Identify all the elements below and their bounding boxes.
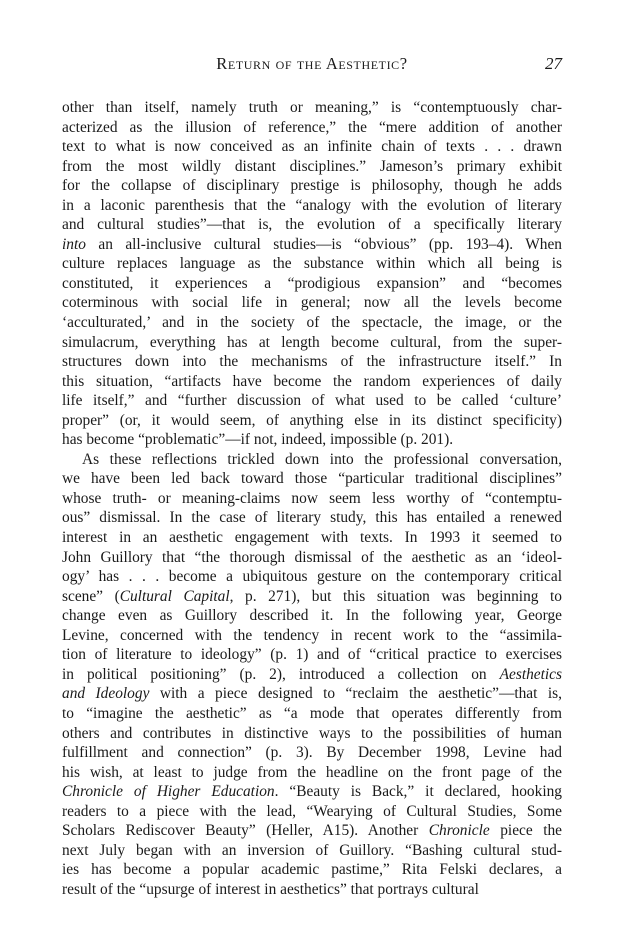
body-text: [62, 98, 562, 899]
text-line: [62, 860, 562, 880]
text-run: coterminous with social life in general; now all the levels become: [62, 294, 562, 312]
text-line: [62, 567, 562, 587]
text-run: from the most wildly distant disciplines.” Jameson’s primary exhibit: [62, 157, 562, 175]
text-line: [62, 430, 562, 450]
page-number: 27: [545, 54, 562, 73]
text-run: Scholars Rediscover Beauty” (Heller, A15). Another: [62, 822, 429, 840]
text-line: [62, 235, 562, 255]
text-run: result of the “upsurge of interest in aesthetics” that portrays cultural: [62, 880, 479, 898]
text-run: , p. 271), but this situation was beginning to: [229, 587, 562, 605]
text-run: ogy’ has . . . become a ubiquitous gesture on the contemporary critical: [62, 568, 562, 586]
text-run: John Guillory that “the thorough dismissal of the aesthetic as an ‘ideol-: [62, 548, 562, 566]
text-run: readers to a piece with the lead, “Wearying of Cultural Studies, Some: [62, 802, 562, 820]
text-line: [62, 802, 562, 822]
text-run: text to what is now conceived as an infinite chain of texts . . . drawn: [62, 138, 562, 156]
text-line: [62, 704, 562, 724]
text-line: [62, 450, 562, 470]
text-run: proper” (or, it would seem, of anything else in its distinct specificity): [62, 411, 562, 429]
italic-text: Aesthetics: [499, 665, 562, 683]
text-run: whose truth- or meaning-claims now seem less worthy of “contemptu-: [62, 489, 562, 507]
text-run: next July began with an inversion of Guillory. “Bashing cultural stud-: [62, 841, 562, 859]
text-line: [62, 391, 562, 411]
text-line: [62, 587, 562, 607]
text-line: [62, 821, 562, 841]
text-run: simulacrum, everything has at length become cultural, from the super-: [62, 333, 562, 351]
text-line: [62, 118, 562, 138]
text-line: [62, 176, 562, 196]
text-line: [62, 743, 562, 763]
text-line: [62, 528, 562, 548]
text-run: . “Beauty is Back,” it declared, hooking: [274, 783, 562, 801]
italic-text: and Ideology: [62, 685, 150, 703]
text-run: his wish, at least to judge from the headline on the front page of the: [62, 763, 562, 781]
text-run: constituted, it experiences a “prodigious expansion” and “becomes: [62, 274, 562, 292]
italic-text: Chronicle: [428, 822, 490, 840]
text-run: structures down into the mechanisms of the infrastructure itself.” In: [62, 353, 562, 371]
text-run: interest in an aesthetic engagement with texts. In 1993 it seemed to: [62, 529, 562, 547]
text-line: [62, 763, 562, 783]
text-line: [62, 645, 562, 665]
text-run: has become “problematic”—if not, indeed, impossible (p. 201).: [62, 431, 454, 449]
text-line: [62, 626, 562, 646]
text-line: [62, 157, 562, 177]
text-run: ous” dismissal. In the case of literary study, this has entailed a renewed: [62, 509, 562, 527]
text-line: [62, 606, 562, 626]
text-run: we have been led back toward those “particular traditional disciplines”: [62, 470, 562, 488]
paragraph: [62, 450, 562, 900]
italic-text: into: [62, 235, 86, 253]
text-run: others and contributes in distinctive ways to the possibilities of human: [62, 724, 562, 742]
text-line: [62, 98, 562, 118]
text-run: in a laconic parenthesis that the “analogy with the evolution of literary: [62, 196, 562, 214]
text-line: [62, 411, 562, 431]
text-line: [62, 196, 562, 216]
text-run: and cultural studies”—that is, the evolution of a specifically literary: [62, 216, 562, 234]
text-line: [62, 469, 562, 489]
text-run: piece the: [489, 822, 562, 840]
text-line: [62, 137, 562, 157]
text-line: [62, 352, 562, 372]
text-run: an all-inclusive cultural studies—is “obvious” (pp. 193–4). When: [85, 235, 562, 253]
text-run: tion of literature to ideology” (p. 1) and of “critical practice to exercises: [62, 646, 562, 664]
text-run: acterized as the illusion of reference,” the “mere addition of another: [62, 118, 562, 136]
running-head: [62, 54, 562, 76]
text-line: [62, 372, 562, 392]
text-run: ‘acculturated,’ and in the society of the spectacle, the image, or the: [62, 314, 562, 332]
text-run: As these reflections trickled down into the professional conversation,: [82, 450, 562, 468]
text-run: with a piece designed to “reclaim the aesthetic”—that is,: [149, 685, 562, 703]
text-run: fulfillment and connection” (p. 3). By December 1998, Levine had: [62, 744, 562, 762]
text-line: [62, 665, 562, 685]
text-line: [62, 684, 562, 704]
text-run: Levine, concerned with the tendency in recent work to the “assimila-: [62, 626, 562, 644]
italic-text: Chronicle of Higher Education: [62, 783, 275, 801]
running-title: Return of the Aesthetic?: [216, 54, 408, 73]
text-run: life itself,” and “further discussion of what used to be called ‘culture’: [62, 392, 562, 410]
text-run: change even as Guillory described it. In the following year, George: [62, 607, 562, 625]
text-line: [62, 313, 562, 333]
text-line: [62, 215, 562, 235]
text-run: this situation, “artifacts have become the random experiences of daily: [62, 372, 562, 390]
text-line: [62, 293, 562, 313]
text-line: [62, 254, 562, 274]
text-run: scene” (: [62, 587, 120, 605]
text-run: other than itself, namely truth or meaning,” is “contemptuously char-: [62, 99, 562, 116]
paragraph: [62, 98, 562, 450]
italic-text: Cultural Capital: [119, 587, 230, 605]
text-run: for the collapse of disciplinary prestige is philosophy, though he adds: [62, 177, 562, 195]
text-run: ies has become a popular academic pastime,” Rita Felski declares, a: [62, 861, 562, 879]
text-line: [62, 724, 562, 744]
text-line: [62, 782, 562, 802]
text-line: [62, 489, 562, 509]
text-run: to “imagine the aesthetic” as “a mode that operates differently from: [62, 704, 562, 722]
text-line: [62, 333, 562, 353]
text-run: culture replaces language as the substance within which all being is: [62, 255, 562, 273]
text-line: [62, 508, 562, 528]
text-line: [62, 880, 562, 900]
text-line: [62, 841, 562, 861]
text-line: [62, 274, 562, 294]
text-line: [62, 548, 562, 568]
text-run: in political positioning” (p. 2), introduced a collection on: [62, 665, 500, 683]
